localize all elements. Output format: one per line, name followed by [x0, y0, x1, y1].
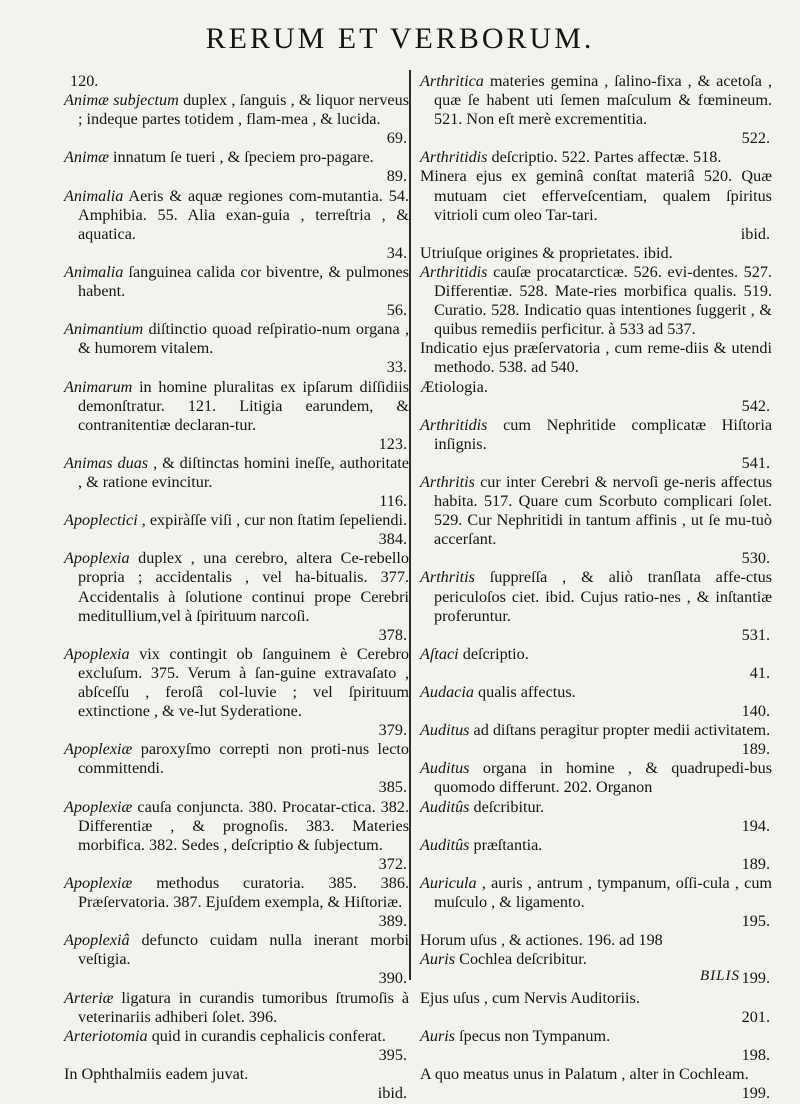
entry-headword: Animæ	[64, 148, 109, 167]
entry-text: defuncto cuidam nulla inerant morbi veſtigia.	[78, 931, 409, 969]
entry-page-number: 542.	[741, 396, 770, 415]
entry-headword: Animalia	[64, 262, 124, 281]
entry-page-number: 33.	[386, 358, 407, 377]
entry-text: , & diſtinctas homini ineſſe, authoritate , & ratione evincitur.	[78, 453, 409, 491]
index-entry	[420, 416, 772, 473]
entry-text: Utriuſque origines & proprietates. ibid.	[420, 243, 673, 262]
entry-page-number: 372.	[378, 854, 407, 873]
entry-page-number: 395.	[378, 1045, 407, 1064]
right-column	[420, 72, 772, 1103]
entry-headword: Apoplexiæ	[64, 740, 133, 759]
entry-page-number: 379.	[378, 721, 407, 740]
entry-text: deſcriptio. 522. Partes affectæ. 518.	[491, 148, 722, 167]
entry-page-number: 530.	[741, 549, 770, 568]
index-entry	[64, 187, 409, 263]
entry-page-number: 198.	[741, 1045, 770, 1064]
index-entry	[420, 473, 772, 568]
entry-text: , auris , antrum , tympanum, oſſi-cula , cum muſculo , & ligamento.	[434, 873, 772, 912]
entry-text: cauſæ procatarcticæ. 526. evi-dentes. 527. Differentiæ. 528. Mate-ries morbifica qualis. 519. Curatio. 528. Indicatio quas intentiones ſuggerit , & quibus remediis perficitur. à 533 ad 537.	[434, 262, 773, 339]
column-divider	[409, 70, 411, 980]
index-entry	[420, 874, 772, 931]
entry-page-number: 89.	[386, 167, 407, 186]
index-entry	[420, 244, 772, 263]
entry-text: ad diſtans peragitur propter medii activitatem.	[473, 721, 771, 740]
entry-page-number: 201.	[741, 1007, 770, 1026]
entry-text: methodus curatoria. 385. 386. Præſervatoria. 387. Ejuſdem exempla, & Hiſtoriæ.	[78, 873, 410, 912]
entry-headword: Auris	[420, 1026, 456, 1045]
entry-page-number: 531.	[741, 625, 770, 644]
entry-headword: Auditûs	[420, 835, 470, 854]
entry-headword: Arteriotomia	[64, 1026, 148, 1045]
index-entry	[64, 931, 409, 988]
index-entry	[64, 798, 409, 874]
index-entry	[420, 1027, 772, 1065]
entry-text: ſuppreſſa , & aliò tranſlata affe-ctus periculoſos ciet. ibid. Cujus ratio-nes , & inſtantiæ proferuntur.	[434, 568, 772, 625]
index-entry	[420, 759, 772, 797]
entry-text: paroxyſmo correpti non proti-nus lecto committendi.	[78, 740, 410, 778]
index-entry	[420, 339, 772, 377]
entry-headword: Arthritidis	[420, 262, 488, 281]
entry-text: cum Nephritide complicatæ Hiſtoria inſignis.	[434, 415, 772, 453]
entry-headword: Apoplexiæ	[64, 797, 133, 816]
entry-headword: Animantium	[64, 320, 144, 339]
entry-page-number: 195.	[741, 912, 770, 931]
entry-headword: Animalia	[64, 186, 124, 205]
entry-page-number: 541.	[741, 453, 770, 472]
entry-text: qualis affectus.	[478, 683, 576, 701]
entry-headword: Arthritidis	[420, 415, 488, 434]
entry-headword: Auricula	[420, 873, 477, 892]
entry-page-number: 384.	[378, 530, 407, 549]
entry-headword: Apoplectici	[64, 511, 138, 530]
index-entry	[64, 454, 409, 511]
index-entry	[64, 1027, 409, 1065]
entry-text: quid in curandis cephalicis conferat.	[151, 1026, 386, 1045]
entry-page-number: ibid.	[740, 224, 770, 243]
entry-page-number: 69.	[386, 129, 407, 148]
entry-text: vix contingit ob ſanguinem è Cerebro excluſum. 375. Verum à ſan-guine extravaſato , abſceſſu , feroſâ col-luvie ; vel ſpirituum extinctione , & ve-lut Syderatione.	[78, 644, 409, 721]
entry-text: ligatura in curandis tumoribus ſtrumoſis à veterinariis adhiberi ſolet. 396.	[78, 988, 410, 1026]
index-entry	[420, 683, 772, 721]
index-entry	[420, 645, 772, 683]
index-entry	[64, 511, 409, 549]
entry-page-number: 390.	[378, 969, 407, 988]
page-header: RERUM ET VERBORUM.	[205, 22, 595, 55]
entry-headword: Apoplexia	[64, 549, 130, 568]
entry-text: cauſa conjuncta. 380. Procatar-ctica. 382. Differentiæ , & prognoſis. 383. Materies morbifica. 382. Sedes , deſcriptio & ſubjectum.	[78, 797, 409, 854]
entry-headword: Auditus	[420, 721, 470, 740]
entry-text: cur inter Cerebri & nervoſi ge-neris affectus habita. 517. Quare cum Scorbuto complicari ſolet. 529. Cur Nephritidi in tantum affinis , ut ſe mu-tuò accerſant.	[434, 472, 772, 549]
index-entry	[64, 1065, 409, 1103]
index-entry	[420, 836, 772, 874]
entry-headword: Apoplexiâ	[64, 931, 130, 950]
entry-text: Aeris & aquæ regiones com-mutantia. 54. Amphibia. 55. Alia exan-guia , terreſtria , & aquatica.	[78, 186, 410, 243]
index-entry	[64, 378, 409, 454]
index-entry	[64, 91, 409, 148]
index-entry	[420, 931, 772, 950]
index-entry	[420, 721, 772, 759]
entry-page-number: 56.	[386, 301, 407, 320]
entry-text: Minera ejus ex geminâ conſtat materiâ 520. Quæ mutuam ciet efferveſcentiam, qualem ſpiritus vitrioli cum oleo Tar-tari.	[420, 167, 772, 224]
entry-page-number: 189.	[741, 854, 770, 873]
entry-headword: Arthritis	[420, 472, 475, 491]
entry-headword: Animas duas	[64, 453, 149, 472]
index-entry	[64, 740, 409, 797]
entry-headword: Auditus	[420, 759, 470, 778]
entry-text: Indicatio ejus præſervatoria , cum reme-diis & utendi methodo. 538. ad 540.	[420, 339, 772, 377]
index-entry	[420, 1065, 772, 1103]
entry-text: Cochlea deſcribitur.	[459, 950, 587, 969]
column-top-number: 120.	[70, 72, 99, 90]
entry-page-number: 34.	[386, 243, 407, 262]
index-entry	[420, 148, 772, 167]
entry-page-number: 41.	[749, 663, 770, 682]
index-entry	[64, 320, 409, 377]
entry-page-number: 140.	[741, 702, 770, 721]
entry-text: Ætiologia.	[420, 377, 488, 396]
entry-text: Ejus uſus , cum Nervis Auditoriis.	[420, 988, 640, 1007]
entry-headword: Auditûs	[420, 797, 470, 816]
entry-text: ſanguinea calida cor biventre, & pulmones habent.	[78, 262, 410, 301]
entry-text: ſpecus non Tympanum.	[459, 1026, 611, 1045]
index-entry	[64, 148, 409, 186]
entry-text: materies gemina , ſalino-fixa , & acetoſa , quæ ſe habent uti ſemen maſculum & fœmineum. 521. Non eſt merè excrementitia.	[434, 72, 772, 129]
entry-headword: Apoplexiæ	[64, 873, 133, 892]
entry-page-number: 194.	[741, 816, 770, 835]
entry-headword: Auris	[420, 950, 456, 969]
index-entry	[420, 568, 772, 644]
entry-text: In Ophthalmiis eadem juvat.	[64, 1064, 249, 1083]
index-entry	[420, 798, 772, 836]
entry-text: organa in homine , & quadrupedi-bus quomodo differunt. 202. Organon	[434, 759, 773, 797]
entry-text: duplex , ſanguis , & liquor nerveus ; indeque partes totidem , flam-mea , & lucida.	[78, 91, 409, 129]
entry-text: deſcriptio.	[462, 644, 529, 663]
entry-page-number: 123.	[378, 434, 407, 453]
entry-headword: Arthritis	[420, 568, 475, 587]
entry-page-number: 522.	[741, 129, 770, 148]
entry-headword: Animæ subjectum	[64, 91, 179, 110]
entry-text: diſtinctio quoad reſpiratio-num organa , & humorem vitalem.	[78, 320, 409, 358]
entry-text: Horum uſus , & actiones. 196. ad 198	[420, 931, 663, 950]
entry-text: in homine pluralitas ex ipſarum diſſidiis demonſtratur. 121. Litigia earundem, & contranitentiæ declaran-tur.	[78, 377, 410, 434]
entry-page-number: 199.	[741, 1083, 770, 1102]
entry-headword: Arteriæ	[64, 988, 114, 1007]
entry-page-number: 189.	[741, 740, 770, 759]
entry-page-number: 378.	[378, 625, 407, 644]
index-entry	[64, 549, 409, 644]
index-entry	[64, 874, 409, 931]
entry-headword: Apoplexia	[64, 644, 130, 663]
index-entry	[420, 989, 772, 1027]
index-entry	[420, 167, 772, 243]
entry-page-number: 199.	[741, 969, 770, 988]
index-entry	[64, 645, 409, 740]
entry-page-number: ibid.	[377, 1083, 407, 1102]
index-entry	[420, 378, 772, 416]
index-entry	[64, 989, 409, 1027]
entry-page-number: 385.	[378, 778, 407, 797]
entry-headword: Arthritica	[420, 72, 484, 90]
entry-headword: Aſtaci	[420, 644, 459, 663]
entry-text: , expiràſſe viſi , cur non ſtatim ſepeliendi.	[141, 511, 407, 530]
entry-text: deſcribitur.	[473, 797, 545, 816]
left-column	[64, 72, 409, 1103]
entry-text: præſtantia.	[473, 835, 543, 854]
entry-page-number: 116.	[379, 492, 407, 511]
entry-text: A quo meatus unus in Palatum , alter in Cochleam.	[420, 1064, 749, 1083]
catchword: BILIS	[700, 968, 740, 984]
entry-text: duplex , una cerebro, altera Ce-rebello propria ; accidentalis , vel ha-bitualis. 377. Accidentalis à ſolutione continui prope Cerebri meditullium,vel à ſpirituum narcoſi.	[78, 549, 409, 625]
index-entry	[420, 263, 772, 339]
index-entry	[64, 263, 409, 320]
index-entry	[420, 72, 772, 148]
entry-headword: Arthritidis	[420, 148, 488, 167]
entry-page-number: 389.	[378, 912, 407, 931]
entry-headword: Audacia	[420, 683, 474, 701]
entry-headword: Animarum	[64, 377, 133, 396]
entry-text: innatum ſe tueri , & ſpeciem pro-pagare.	[113, 148, 374, 167]
